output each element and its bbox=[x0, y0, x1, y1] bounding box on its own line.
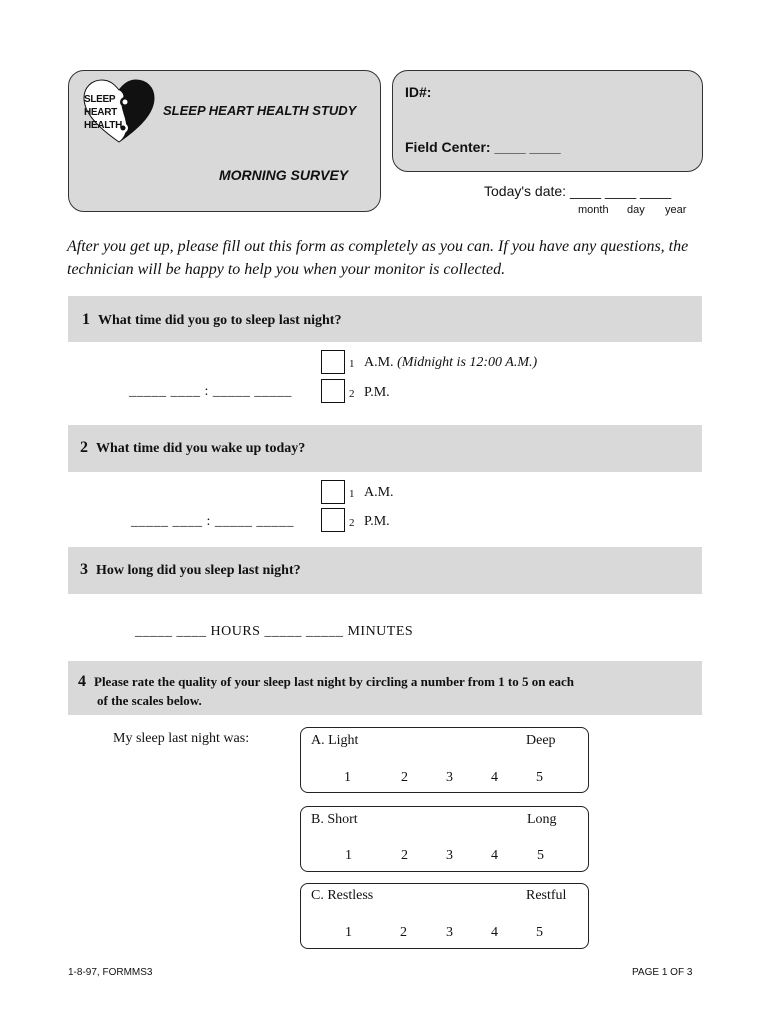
scale-a-right-label: Deep bbox=[526, 733, 556, 748]
header-id-box bbox=[392, 70, 703, 172]
logo-text: SLEEP HEART HEALTH bbox=[84, 94, 123, 131]
q2-pm-checkbox[interactable] bbox=[321, 508, 345, 532]
survey-title: MORNING SURVEY bbox=[219, 167, 349, 183]
scale-b-option-4[interactable]: 4 bbox=[491, 848, 498, 863]
scale-a-left-label: A. Light bbox=[311, 733, 359, 748]
q2-am-code: 1 bbox=[349, 488, 355, 500]
scale-b-option-1[interactable]: 1 bbox=[345, 848, 352, 863]
field-center-label[interactable]: Field Center: ____ ____ bbox=[405, 139, 561, 155]
footer-form-id: 1-8-97, FORMMS3 bbox=[68, 967, 153, 978]
scale-b-option-3[interactable]: 3 bbox=[446, 848, 453, 863]
id-field-label[interactable]: ID#: bbox=[405, 84, 432, 100]
q2-pm-label: P.M. bbox=[364, 514, 390, 529]
scale-c-option-2[interactable]: 2 bbox=[400, 925, 407, 940]
q2-time-input[interactable]: _____ ____ : _____ _____ bbox=[131, 514, 294, 529]
intro-text: After you get up, please fill out this form as completely as you can. If you have any questions, the technician will be happy to help you when your monitor is collected. bbox=[67, 238, 689, 278]
q1-am-checkbox[interactable] bbox=[321, 350, 345, 374]
question-1-text: 1 What time did you go to sleep last night? bbox=[82, 311, 342, 328]
q1-pm-checkbox[interactable] bbox=[321, 379, 345, 403]
date-month-label: month bbox=[578, 204, 609, 216]
scale-b-right-label: Long bbox=[527, 812, 557, 827]
footer-page-number: PAGE 1 OF 3 bbox=[632, 967, 693, 978]
scale-c-option-4[interactable]: 4 bbox=[491, 925, 498, 940]
q1-am-label: A.M. (Midnight is 12:00 A.M.) bbox=[364, 355, 538, 370]
q1-am-code: 1 bbox=[349, 358, 355, 370]
q2-am-label: A.M. bbox=[364, 485, 394, 500]
q2-am-checkbox[interactable] bbox=[321, 480, 345, 504]
q1-time-input[interactable]: _____ ____ : _____ _____ bbox=[129, 384, 292, 399]
scale-a-option-2[interactable]: 2 bbox=[401, 770, 408, 785]
scale-c-option-1[interactable]: 1 bbox=[345, 925, 352, 940]
scale-b-option-5[interactable]: 5 bbox=[537, 848, 544, 863]
question-4-text-line2: of the scales below. bbox=[97, 693, 202, 708]
date-year-label: year bbox=[665, 204, 687, 216]
question-3-text: 3 How long did you sleep last night? bbox=[80, 561, 301, 578]
scale-a-option-1[interactable]: 1 bbox=[344, 770, 351, 785]
q4-lead-text: My sleep last night was: bbox=[113, 731, 250, 746]
q1-pm-label: P.M. bbox=[364, 385, 390, 400]
q1-pm-code: 2 bbox=[349, 388, 355, 400]
date-day-label: day bbox=[627, 204, 645, 216]
q2-pm-code: 2 bbox=[349, 517, 355, 529]
scale-a-option-3[interactable]: 3 bbox=[446, 770, 453, 785]
scale-c-left-label: C. Restless bbox=[311, 888, 374, 903]
scale-c-option-3[interactable]: 3 bbox=[446, 925, 453, 940]
question-2-text: 2 What time did you wake up today? bbox=[80, 439, 306, 456]
question-4-text: 4 Please rate the quality of your sleep last night by circling a number from 1 to 5 on each bbox=[78, 673, 575, 690]
scale-c-box bbox=[300, 883, 589, 949]
scale-a-option-4[interactable]: 4 bbox=[491, 770, 498, 785]
scale-b-left-label: B. Short bbox=[311, 812, 358, 827]
scale-c-option-5[interactable]: 5 bbox=[536, 925, 543, 940]
scale-b-option-2[interactable]: 2 bbox=[401, 848, 408, 863]
study-title: SLEEP HEART HEALTH STUDY bbox=[163, 103, 357, 118]
q3-duration-input[interactable]: _____ ____ HOURS _____ _____ MINUTES bbox=[135, 624, 414, 639]
scale-a-option-5[interactable]: 5 bbox=[536, 770, 543, 785]
scale-a-box bbox=[300, 727, 589, 793]
scale-c-right-label: Restful bbox=[526, 888, 567, 903]
todays-date-field[interactable]: Today's date: ____ ____ ____ bbox=[484, 183, 672, 199]
scale-b-box bbox=[300, 806, 589, 872]
